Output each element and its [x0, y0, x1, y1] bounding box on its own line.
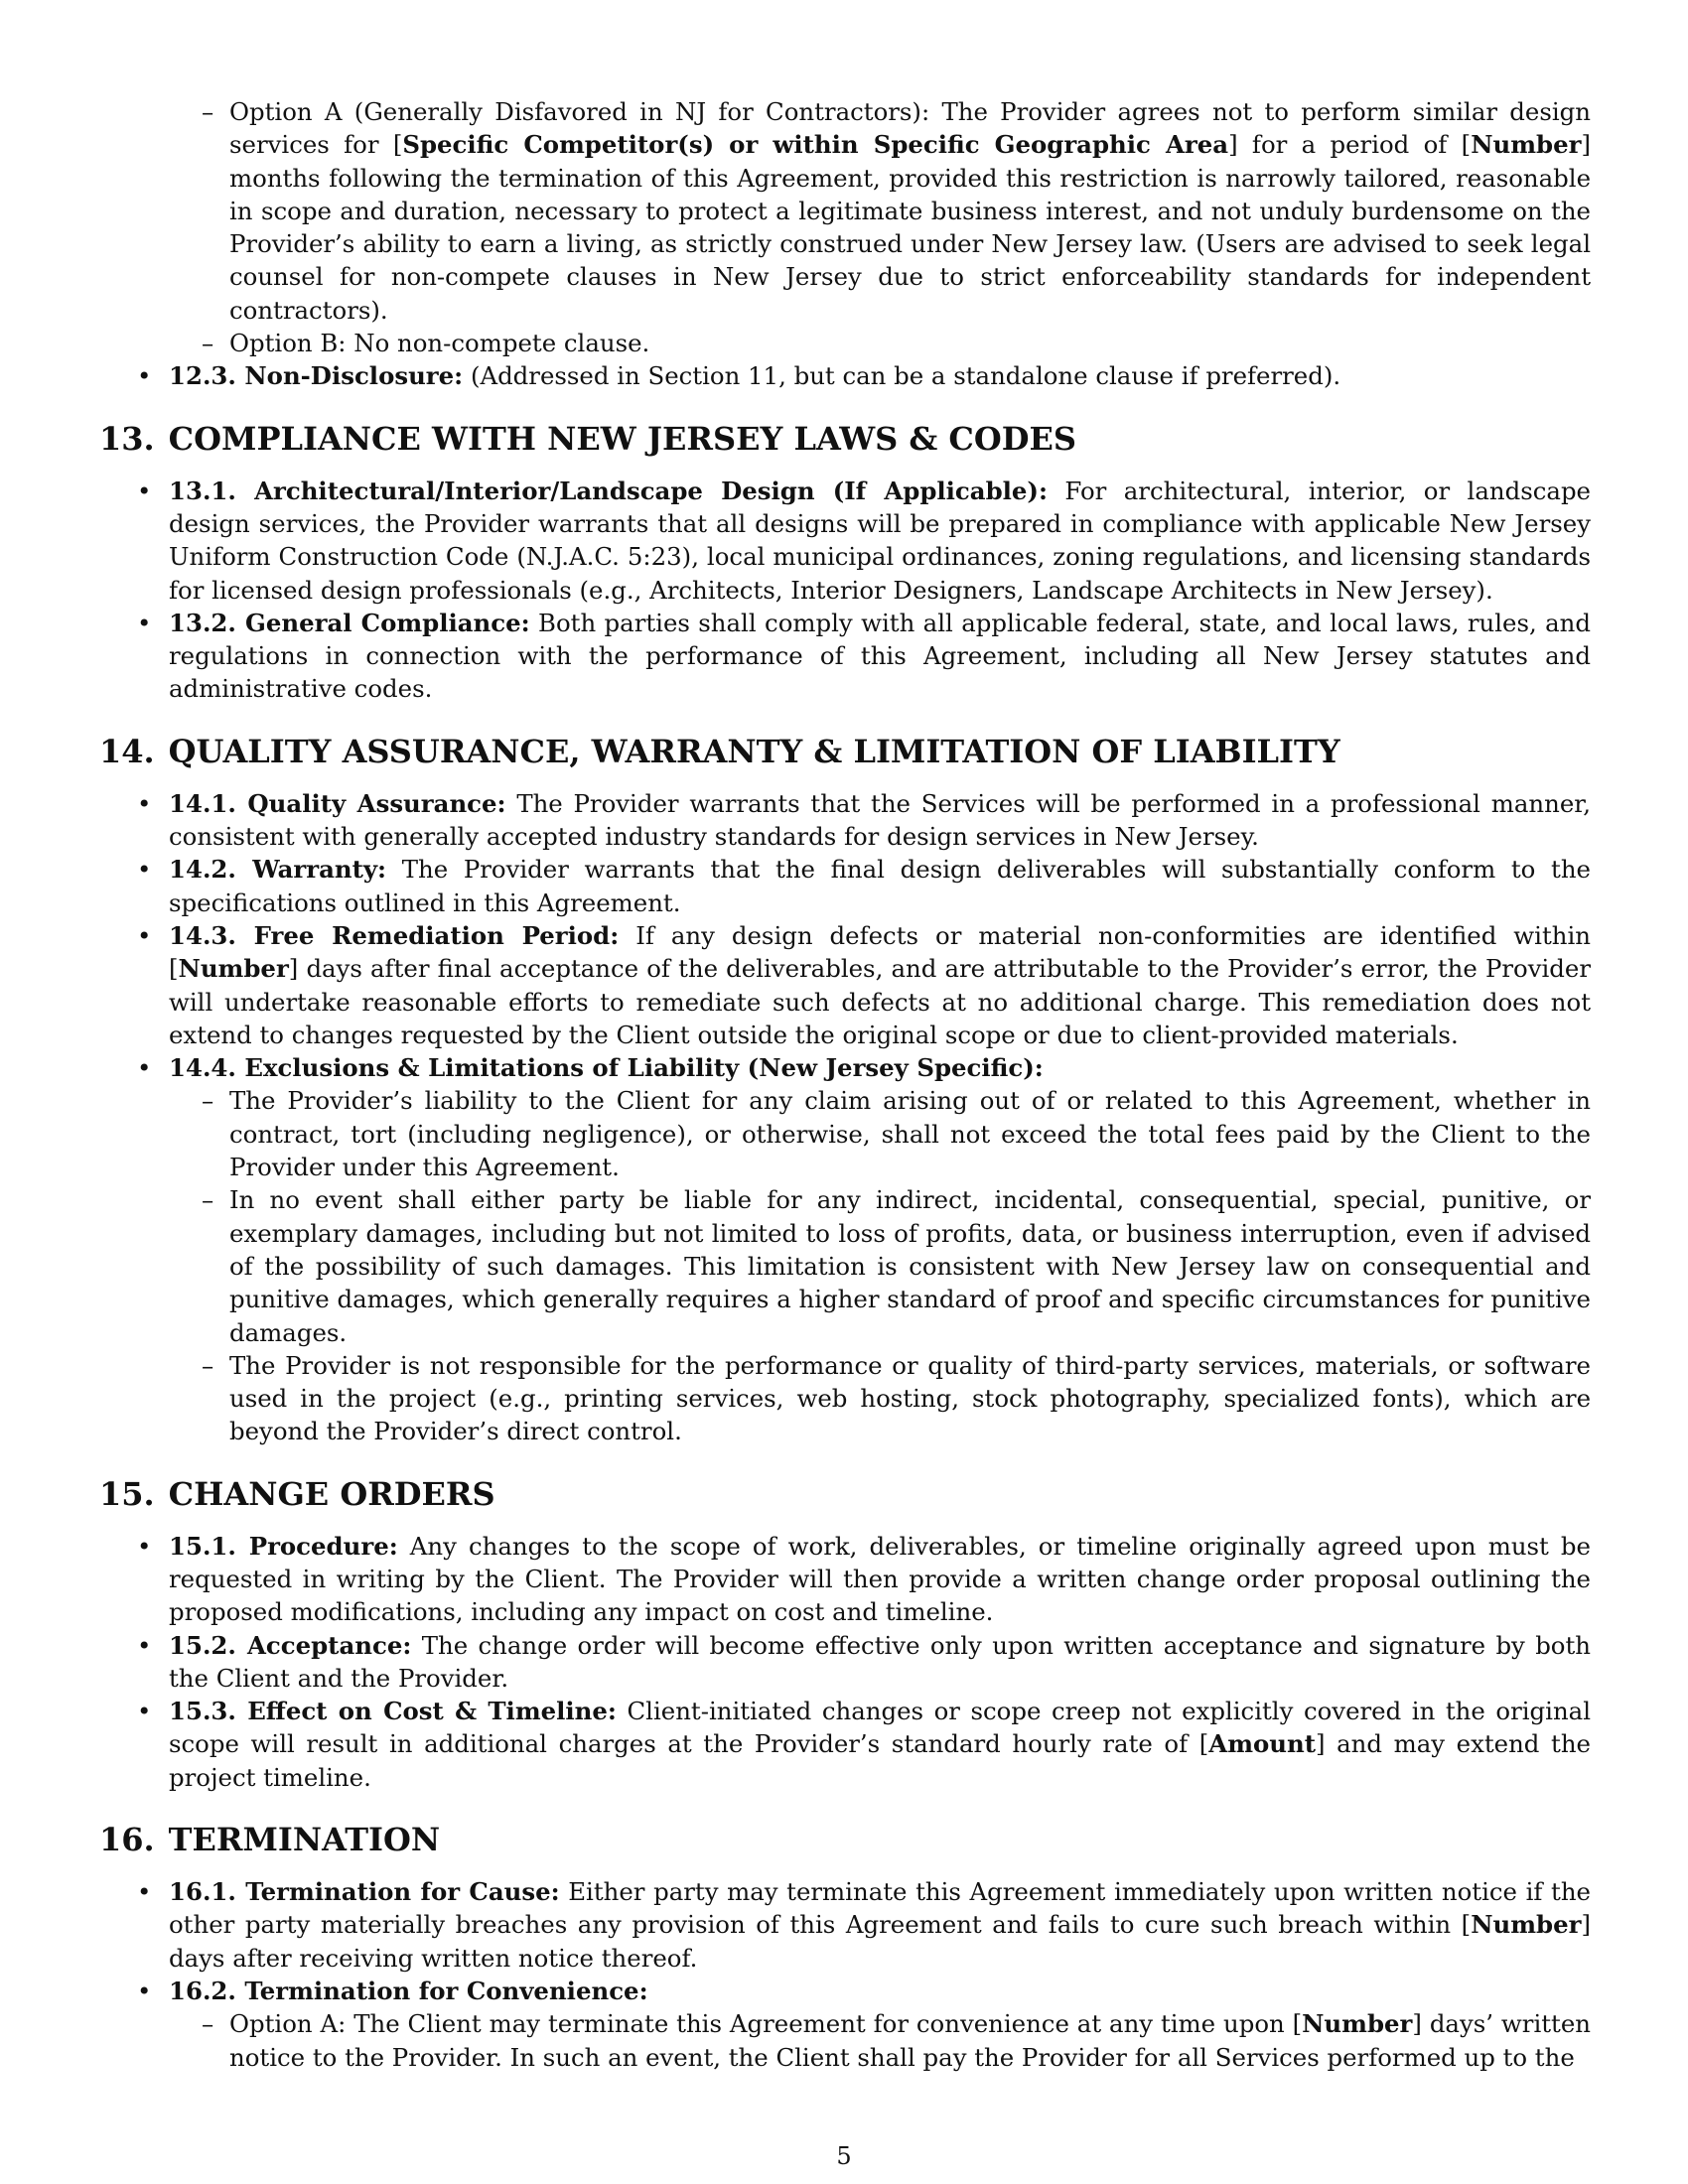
clause-16-1: • 16.1. Termination for Cause: Either party may terminate this Agreement immediately upon written notice if the other party materially breaches any provision of this Agreement and fails to cure such breach within [Number] days after receiving written notice thereof.: [99, 1875, 1591, 1975]
clause-14-2: • 14.2. Warranty: The Provider warrants that the final design deliverables will substantially conform to the specifications outlined in this Agreement.: [99, 853, 1591, 919]
clause-15-2: • 15.2. Acceptance: The change order will become effective only upon written acceptance and signature by both the Client and the Provider.: [99, 1629, 1591, 1696]
clause-13-1: • 13.1. Architectural/Interior/Landscape Design (If Applicable): For architectural, interior, or landscape design services, the Provider warrants that all designs will be prepared in compliance with applicable New Jersey Uniform Construction Code (N.J.A.C. 5:23), local municipal ordinances, zoning regulations, and licensing standards for licensed design professionals (e.g., Architects, Interior Designers, Landscape Architects in New Jersey).: [99, 475, 1591, 607]
section-12-continuation: [99, 95, 1591, 359]
clause-16-2-subitems: [169, 2007, 1591, 2074]
non-compete-option-b: – Option B: No non-compete clause.: [99, 327, 1591, 359]
clause-14-1: • 14.1. Quality Assurance: The Provider warrants that the Services will be performed in a professional manner, consistent with generally accepted industry standards for design services in New Jersey.: [99, 787, 1591, 854]
clause-14-3: • 14.3. Free Remediation Period: If any design defects or material non-conformities are identified within [Number] days after final acceptance of the deliverables, and are attributable to the Provider’s error, the Provider will undertake reasonable efforts to remediate such defects at no additional charge. This remediation does not extend to changes requested by the Client outside the original scope or due to client-provided materials.: [99, 919, 1591, 1051]
non-compete-option-a: – Option A (Generally Disfavored in NJ for Contractors): The Provider agrees not to perform similar design services for [Specific Competitor(s) or within Specific Geographic Area] for a period of [Number] months following the termination of this Agreement, provided this restriction is narrowly tailored, reasonable in scope and duration, necessary to protect a legitimate business interest, and not unduly burdensome on the Provider’s ability to earn a living, as strictly construed under New Jersey law. (Users are advised to seek legal counsel for non-compete clauses in New Jersey due to strict enforceability standards for independent contractors).: [99, 95, 1591, 327]
section-16-items: [99, 1875, 1591, 2074]
section-13-heading: 13. COMPLIANCE WITH NEW JERSEY LAWS & CODES: [99, 419, 1077, 458]
section-13-items: [99, 475, 1591, 706]
section-14-heading: 14. QUALITY ASSURANCE, WARRANTY & LIMITATION OF LIABILITY: [99, 732, 1340, 770]
section-15-items: [99, 1530, 1591, 1794]
clause-14-4-sub-2: – In no event shall either party be liable for any indirect, incidental, consequential, special, punitive, or exemplary damages, including but not limited to loss of profits, data, or business interruption, even if advised of the possibility of such damages. This limitation is consistent with New Jersey law on consequential and punitive damages, which generally requires a higher standard of proof and specific circumstances for punitive damages.: [169, 1183, 1591, 1348]
section-16-heading: 16. TERMINATION: [99, 1821, 441, 1859]
page-number: 5: [836, 2142, 852, 2170]
clause-14-4-subitems: [169, 1084, 1591, 1447]
clause-16-2: • 16.2. Termination for Convenience: – Option A: The Client may terminate this Agreement for convenience at any time upon [Number] days’ written notice to the Provider. In such an event, the Client shall pay the Provider for all Services performed up to the: [99, 1975, 1591, 2074]
clause-15-1: • 15.1. Procedure: Any changes to the scope of work, deliverables, or timeline originally agreed upon must be requested in writing by the Client. The Provider will then provide a written change order proposal outlining the proposed modifications, including any impact on cost and timeline.: [99, 1530, 1591, 1629]
document-page: [99, 95, 1591, 2074]
clause-13-2: • 13.2. General Compliance: Both parties shall comply with all applicable federal, state, and local laws, rules, and regulations in connection with the performance of this Agreement, including all New Jersey statutes and administrative codes.: [99, 607, 1591, 706]
section-12-items: [99, 359, 1591, 392]
clause-14-4: • 14.4. Exclusions & Limitations of Liability (New Jersey Specific): – The Provider’s liability to the Client for any claim arising out of or related to this Agreement, whether in contract, tort (including negligence), or otherwise, shall not exceed the total fees paid by the Client to the Provider under this Agreement. – In no event shall either party be liable for any indirect, incidental, consequential, special, punitive, or exemplary damages, including but not limited to loss of profits, data, or business interruption, even if advised of the possibility of such damages. This limitation is consistent with New Jersey law on consequential and punitive damages, which generally requires a higher standard of proof and specific circumstances for punitive damages. – The Provider is not responsible for the performance or quality of third-party services, materials, or software used in the project (e.g., printing services, web hosting, stock photography, specialized fonts), which are beyond the Provider’s direct control.: [99, 1051, 1591, 1448]
clause-14-4-sub-1: – The Provider’s liability to the Client for any claim arising out of or related to this Agreement, whether in contract, tort (including negligence), or otherwise, shall not exceed the total fees paid by the Client to the Provider under this Agreement.: [169, 1084, 1591, 1183]
clause-14-4-sub-3: – The Provider is not responsible for the performance or quality of third-party services, materials, or software used in the project (e.g., printing services, web hosting, stock photography, specialized fonts), which are beyond the Provider’s direct control.: [169, 1349, 1591, 1448]
clause-12-3: • 12.3. Non-Disclosure: (Addressed in Section 11, but can be a standalone clause if preferred).: [99, 359, 1591, 392]
section-14-items: [99, 787, 1591, 1448]
clause-15-3: • 15.3. Effect on Cost & Timeline: Client-initiated changes or scope creep not explicitly covered in the original scope will result in additional charges at the Provider’s standard hourly rate of [Amount] and may extend the project timeline.: [99, 1695, 1591, 1794]
section-15-heading: 15. CHANGE ORDERS: [99, 1474, 495, 1513]
clause-16-2-option-a: – Option A: The Client may terminate this Agreement for convenience at any time upon [Number] days’ written notice to the Provider. In such an event, the Client shall pay the Provider for all Services performed up to the: [169, 2007, 1591, 2074]
